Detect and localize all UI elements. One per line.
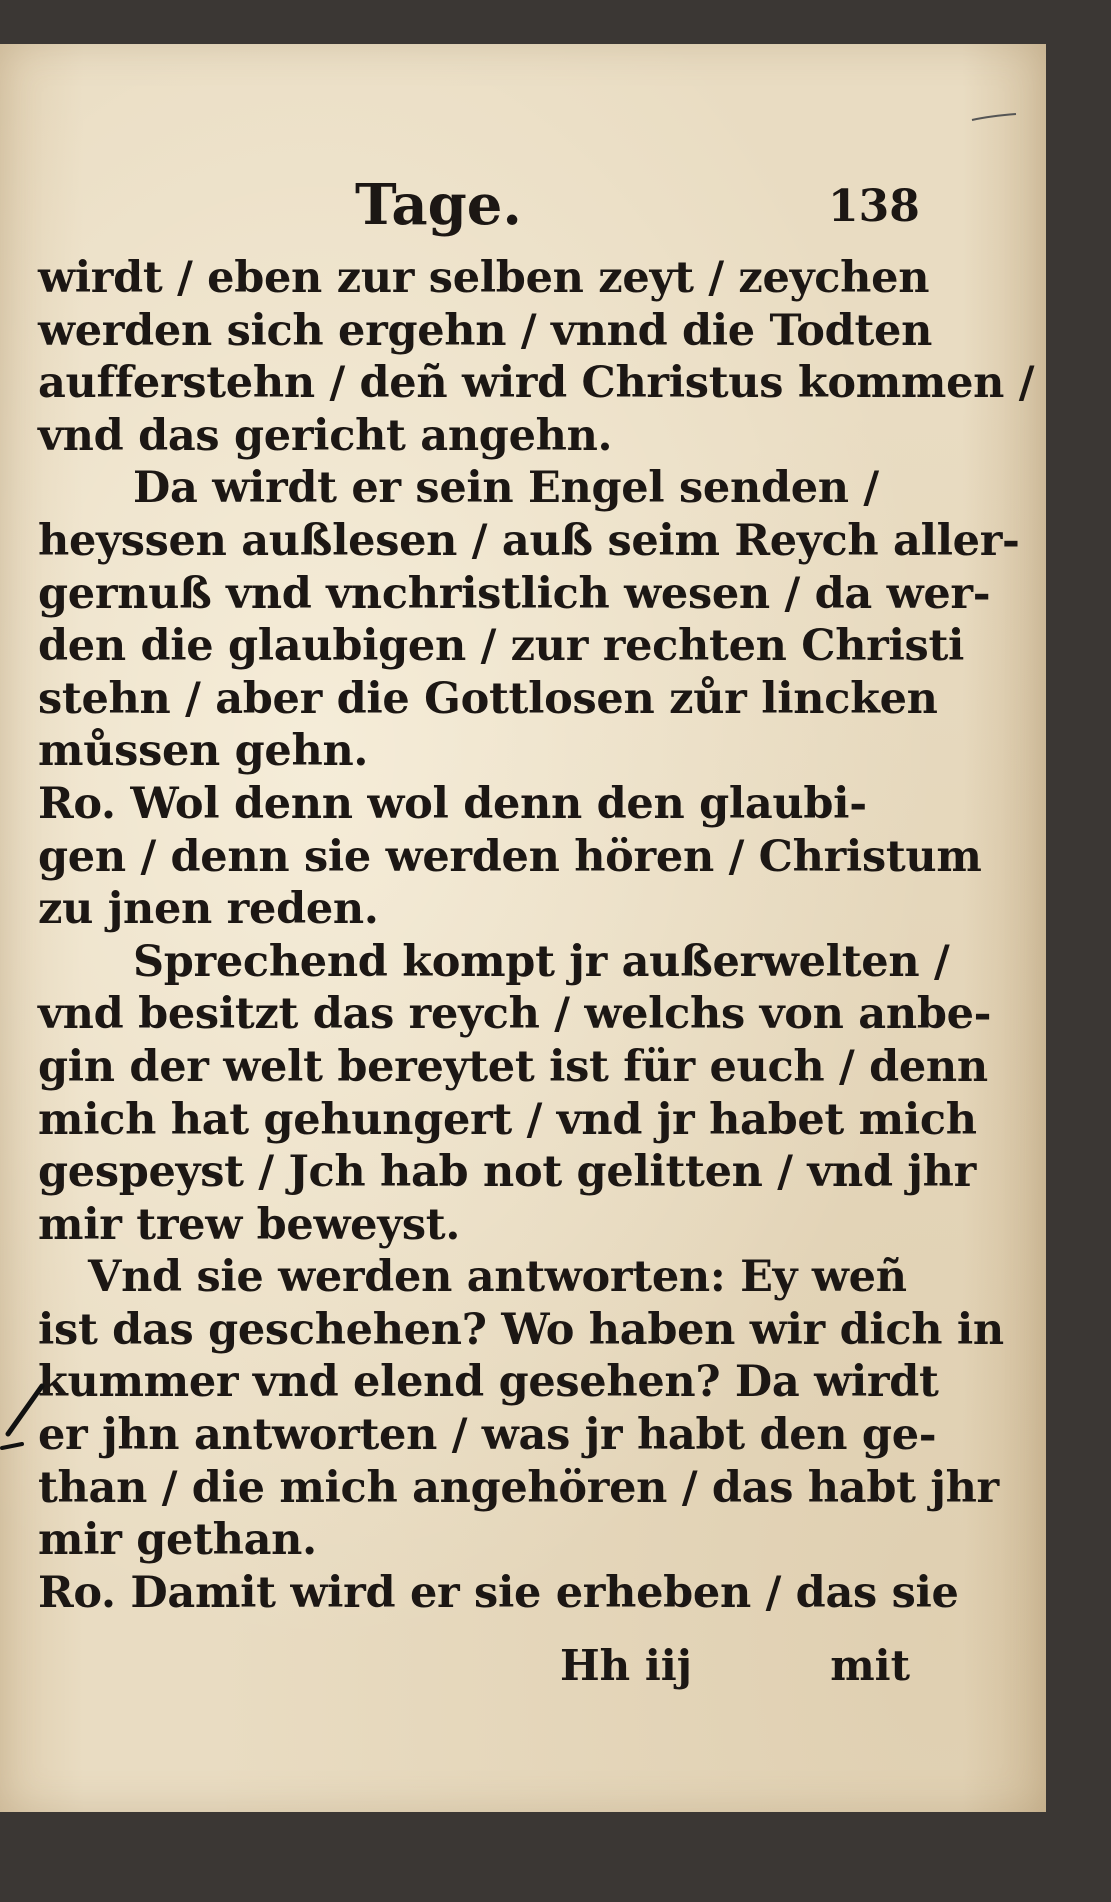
text-line: vnd besitzt das reych / welchs von anbe- [38,989,992,1040]
text-line: Vnd sie werden antworten: Ey weñ [88,1252,907,1303]
text-line: Da wirdt er sein Engel senden / [133,463,879,514]
pencil-mark [970,110,1020,126]
text-line: stehn / aber die Gottlosen zůr lincken [38,673,938,724]
text-line: Ro. Damit wird er sie erheben / das sie [38,1567,959,1618]
text-line: den die glaubigen / zur rechten Christi [38,621,965,672]
text-line: ist das geschehen? Wo haben wir dich in [38,1304,1004,1355]
text-line: mir gethan. [38,1515,317,1566]
catchword: mit [830,1641,910,1690]
page-number: 138 [828,181,920,232]
text-line: můssen gehn. [38,726,369,777]
text-line: than / die mich angehören / das habt jhr [38,1462,999,1513]
signature-mark: Hh iij [560,1641,692,1690]
text-line: gernuß vnd vnchristlich wesen / da wer- [38,568,991,619]
text-line: Sprechend kompt jr außerwelten / [133,936,950,987]
text-line: gin der welt bereytet ist für euch / denn [38,1041,988,1092]
text-line: vnd das gericht angehn. [38,410,613,461]
text-line: mich hat gehungert / vnd jr habet mich [38,1094,977,1145]
text-line: zu jnen reden. [38,884,379,935]
text-line: mir trew beweyst. [38,1199,461,1250]
running-head-title: Tage. [355,172,522,238]
text-line: kummer vnd elend gesehen? Da wirdt [38,1357,939,1408]
text-line: gen / denn sie werden hören / Christum [38,831,982,882]
text-line: Ro. Wol denn wol denn den glaubi- [38,778,867,829]
text-line: wirdt / eben zur selben zeyt / zeychen [38,253,930,303]
text-line: gespeyst / Jch hab not gelitten / vnd jhr [38,1147,977,1198]
handwritten-margin-mark [0,1364,50,1454]
text-line: werden sich ergehn / vnnd die Todten [38,305,933,356]
text-line: heyssen außlesen / auß seim Reych aller- [38,515,1020,566]
page-footer [560,1638,910,1694]
text-line: aufferstehn / deñ wird Christus kommen / [38,358,1035,409]
body-text [38,252,1035,1619]
text-line: er jhn antworten / was jr habt den ge- [38,1410,937,1461]
book-page [0,44,1046,1812]
